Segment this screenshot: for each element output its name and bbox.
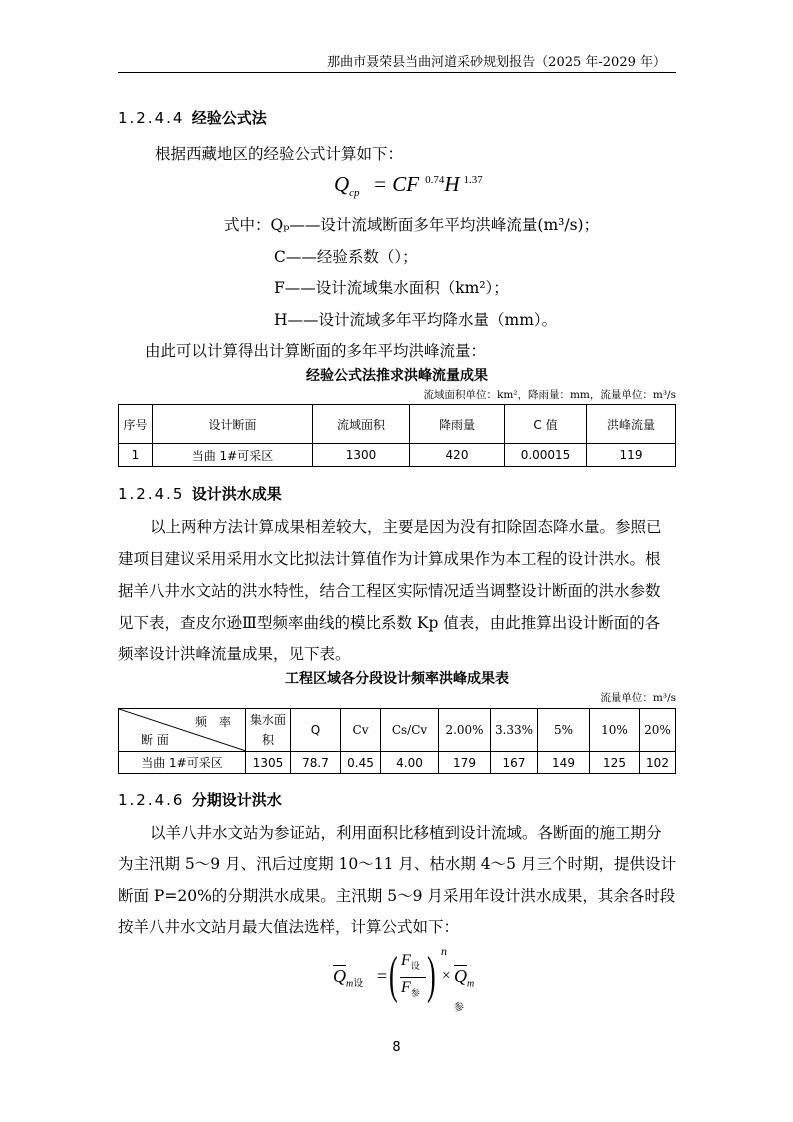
area-ratio-formula [333,944,475,1014]
definition-h: H——设计流域多年平均降水量（mm）。 [274,311,558,329]
table-cell: 102 [640,752,676,774]
section-number: 1.2.4.6 [118,791,185,809]
section-number: 1.2.4.5 [118,485,185,503]
section-title: 分期设计洪水 [191,791,282,809]
formula-lhs: Q [334,172,350,196]
formula-paren-left: ( [389,947,398,1004]
section-title: 设计洪水成果 [191,485,282,503]
diagonal-header-cell [119,709,246,752]
definition-qp: 式中：Qₚ——设计流域断面多年平均洪峰流量(m³/s)； [224,216,600,234]
table-cell: 4.00 [381,752,439,774]
page-number: 8 [392,1040,401,1055]
formula-exponent: n [441,944,447,958]
table-cell: 当曲 1#可采区 [153,444,313,467]
empirical-formula [334,172,483,199]
header-cell: 5% [538,709,590,752]
table-cell: 119 [587,444,676,467]
formula-denominator: $F_参$ [401,979,420,999]
table-cell: 1300 [313,444,410,467]
formula-exp1: 0.74 [425,174,445,186]
definition-c: C——经验系数（）； [274,248,418,266]
section-number: 1.2.4.4 [118,109,185,127]
table-cell: 78.7 [291,752,341,774]
header-cell: 2.00% [439,709,491,752]
header-cell: Cs/Cv [381,709,439,752]
formula-equals: = [377,966,388,986]
paragraph-intro: 根据西藏地区的经验公式计算如下： [155,145,404,163]
fraction-bar [400,977,426,978]
table-cell: 420 [410,444,505,467]
header-rule [118,72,676,73]
header-cell: 3.33% [491,709,538,752]
header-cell: Q [291,709,341,752]
header-cell: 流域面积 [313,405,410,444]
header-cell: 序号 [119,405,153,444]
table-frequency [118,708,676,774]
table-header-row [119,405,676,444]
paragraph-line: 见下表，查皮尔逊Ⅲ型频率曲线的模比系数 Kp 值表，由此推算出设计断面的各 [118,614,661,632]
table-cell: 167 [491,752,538,774]
header-cell: 集水面积 [246,709,291,752]
table-caption-2: 工程区域各分段设计频率洪峰成果表 [285,671,509,687]
table-row [119,444,676,467]
header-cell: 洪峰流量 [587,405,676,444]
header-cell: 降雨量 [410,405,505,444]
paragraph-conclusion: 由此可以计算得出计算断面的多年平均洪峰流量： [145,342,487,360]
header-cell: 设计断面 [153,405,313,444]
table-unit-2: 流量单位：m³/s [600,692,676,704]
table-cell: 1 [119,444,153,467]
paragraph-line: 以羊八井水文站为参证站，利用面积比移植到设计流域。各断面的施工期分 [150,824,662,842]
table-cell: 当曲 1#可采区 [119,752,246,774]
running-header: 那曲市聂荣县当曲河道采砂规划报告（2025 年-2029 年） [327,55,666,70]
paragraph-line: 为主汛期 5～9 月、汛后过度期 10～11 月、枯水期 4～5 月三个时期，提供设计 [118,855,676,873]
formula-q-right: $\overline{Q}_{m参}$ [454,966,475,1014]
formula-exp2: 1.37 [463,174,483,186]
formula-h: H [444,172,460,196]
table-caption-1: 经验公式法推求洪峰流量成果 [306,368,488,384]
table-cell: 1305 [246,752,291,774]
table-row [119,752,676,774]
table-cell: 125 [590,752,640,774]
formula-paren-right: ) [427,947,436,1004]
formula-numerator: $F_设$ [401,952,420,972]
table-header-row [119,709,676,752]
header-cell: 10% [590,709,640,752]
section-heading-1246 [118,789,282,810]
formula-lhs-sub: cp [349,187,360,200]
paragraph-line: 以上两种方法计算成果相差较大，主要是因为没有扣除固态降水量。参照已 [150,518,662,536]
definition-f: F——设计流域集水面积（km²）； [274,279,509,297]
section-title: 经验公式法 [191,109,267,127]
table-unit-1: 流域面积单位：km²，降雨量：mm，流量单位：m³/s [423,389,676,401]
formula-rhs: = CF [372,172,420,196]
table-cell: 0.00015 [505,444,587,467]
diag-bottom-label: 断 面 [141,733,169,747]
header-cell: C 值 [505,405,587,444]
diag-top-label: 频 率 [194,715,231,729]
paragraph-line: 频率设计洪峰流量成果，见下表。 [118,645,351,663]
header-cell: Cv [341,709,381,752]
header-cell: 20% [640,709,676,752]
paragraph-line: 断面 P=20%的分期洪水成果。主汛期 5～9 月采用年设计洪水成果，其余各时段 [118,887,676,905]
formula-q-left: $\overline{Q}_{m设}$ [333,966,364,990]
table-cell: 179 [439,752,491,774]
table-cell: 0.45 [341,752,381,774]
table-empirical [118,404,676,467]
paragraph-line: 据羊八井水文站的洪水特性，结合工程区实际情况适当调整设计断面的洪水参数 [118,582,661,600]
table-cell: 149 [538,752,590,774]
paragraph-line: 按羊八井水文站月最大值法选样，计算公式如下： [118,918,460,936]
section-heading-1245 [118,483,282,504]
formula-times: × [442,968,451,984]
paragraph-line: 建项目建议采用采用水文比拟法计算值作为计算成果作为本工程的设计洪水。根 [118,550,661,568]
section-heading-1244 [118,107,267,128]
